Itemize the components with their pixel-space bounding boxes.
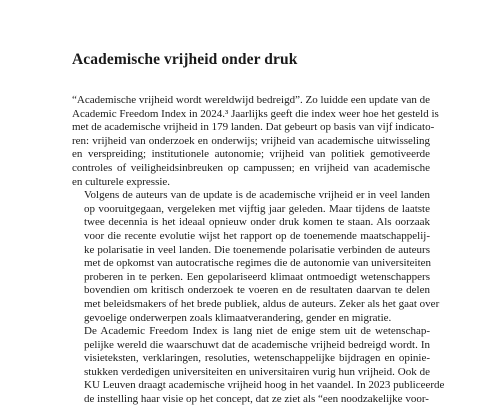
- text-line: met beleidsmakers of het brede publiek, aldus de auteurs. Zeker als het gaat over: [84, 297, 440, 310]
- text-line: twee decennia is het ideaal opnieuw onder druk komen te staan. Als oorzaak: [84, 216, 430, 229]
- text-line: Volgens de auteurs van de update is de academische vrijheid er in veel landen: [84, 189, 430, 202]
- section-heading: Academische vrijheid onder druk: [72, 51, 298, 68]
- text-line: gevoelige onderwerpen zoals klimaatverandering, gender en migratie.: [84, 311, 392, 324]
- text-line: pelijke wereld die waarschuwt dat de academische vrijheid bedreigd wordt. In: [84, 338, 430, 351]
- text-line: De Academic Freedom Index is lang niet de enige stem uit de wetenschap-: [84, 325, 430, 338]
- text-line: en culturele expressie.: [72, 175, 171, 188]
- text-line: “Academische vrijheid wordt wereldwijd bedreigd”. Zo luidde een update van de: [72, 94, 430, 106]
- text-line: KU Leuven draagt academische vrijheid hoog in het vaandel. In 2023 publiceerde: [84, 379, 445, 392]
- text-line: ren: vrijheid van onderzoek en onderwijs; vrijheid van academische uitwisseling: [72, 134, 430, 147]
- paragraph: [72, 189, 440, 325]
- text-line: voor die recente evolutie wijst het rapport op de toenemende maatschappelij-: [84, 229, 430, 242]
- text-line: ke polarisatie in veel landen. Die toenemende polarisatie verbinden de auteurs: [84, 243, 430, 256]
- text-line: controles of veiligheidsinbreuken op campussen; en vrijheid van academische: [72, 161, 430, 174]
- text-line: visieteksten, verklaringen, resoluties, wetenschappelijke bijdragen en opinie-: [84, 352, 430, 365]
- text-line: stukken verdedigen universiteiten en universitairen vurig hun vrijheid. Ook de: [84, 365, 430, 378]
- text-line: en verspreiding; institutionele autonomie; vrijheid van politiek gemotiveerde: [72, 148, 430, 161]
- document-body: [72, 94, 445, 407]
- text-line: de instelling haar visie op het concept, dat ze ziet als “een noodzakelijke voor-: [84, 393, 429, 406]
- paragraph: [72, 325, 445, 407]
- text-line: op vooruitgegaan, vergeleken met vijftig jaar geleden. Maar tijdens de laatste: [84, 202, 430, 215]
- text-line: proberen in te perken. Een gepolariseerd klimaat ontmoedigt wetenschappers: [84, 270, 430, 283]
- text-line: bovendien om kritisch onderzoek te voeren en de resultaten daarvan te delen: [84, 284, 430, 297]
- text-line: met de opkomst van autocratische regimes die de autonomie van universiteiten: [84, 257, 432, 270]
- document-page: [72, 50, 445, 407]
- text-line: Academic Freedom Index in 2024.³ Jaarlijks geeft die index weer hoe het gesteld is: [72, 107, 439, 120]
- paragraph: [72, 94, 439, 189]
- text-line: met de academische vrijheid in 179 landen. Dat gebeurt op basis van vijf indicato-: [72, 121, 435, 134]
